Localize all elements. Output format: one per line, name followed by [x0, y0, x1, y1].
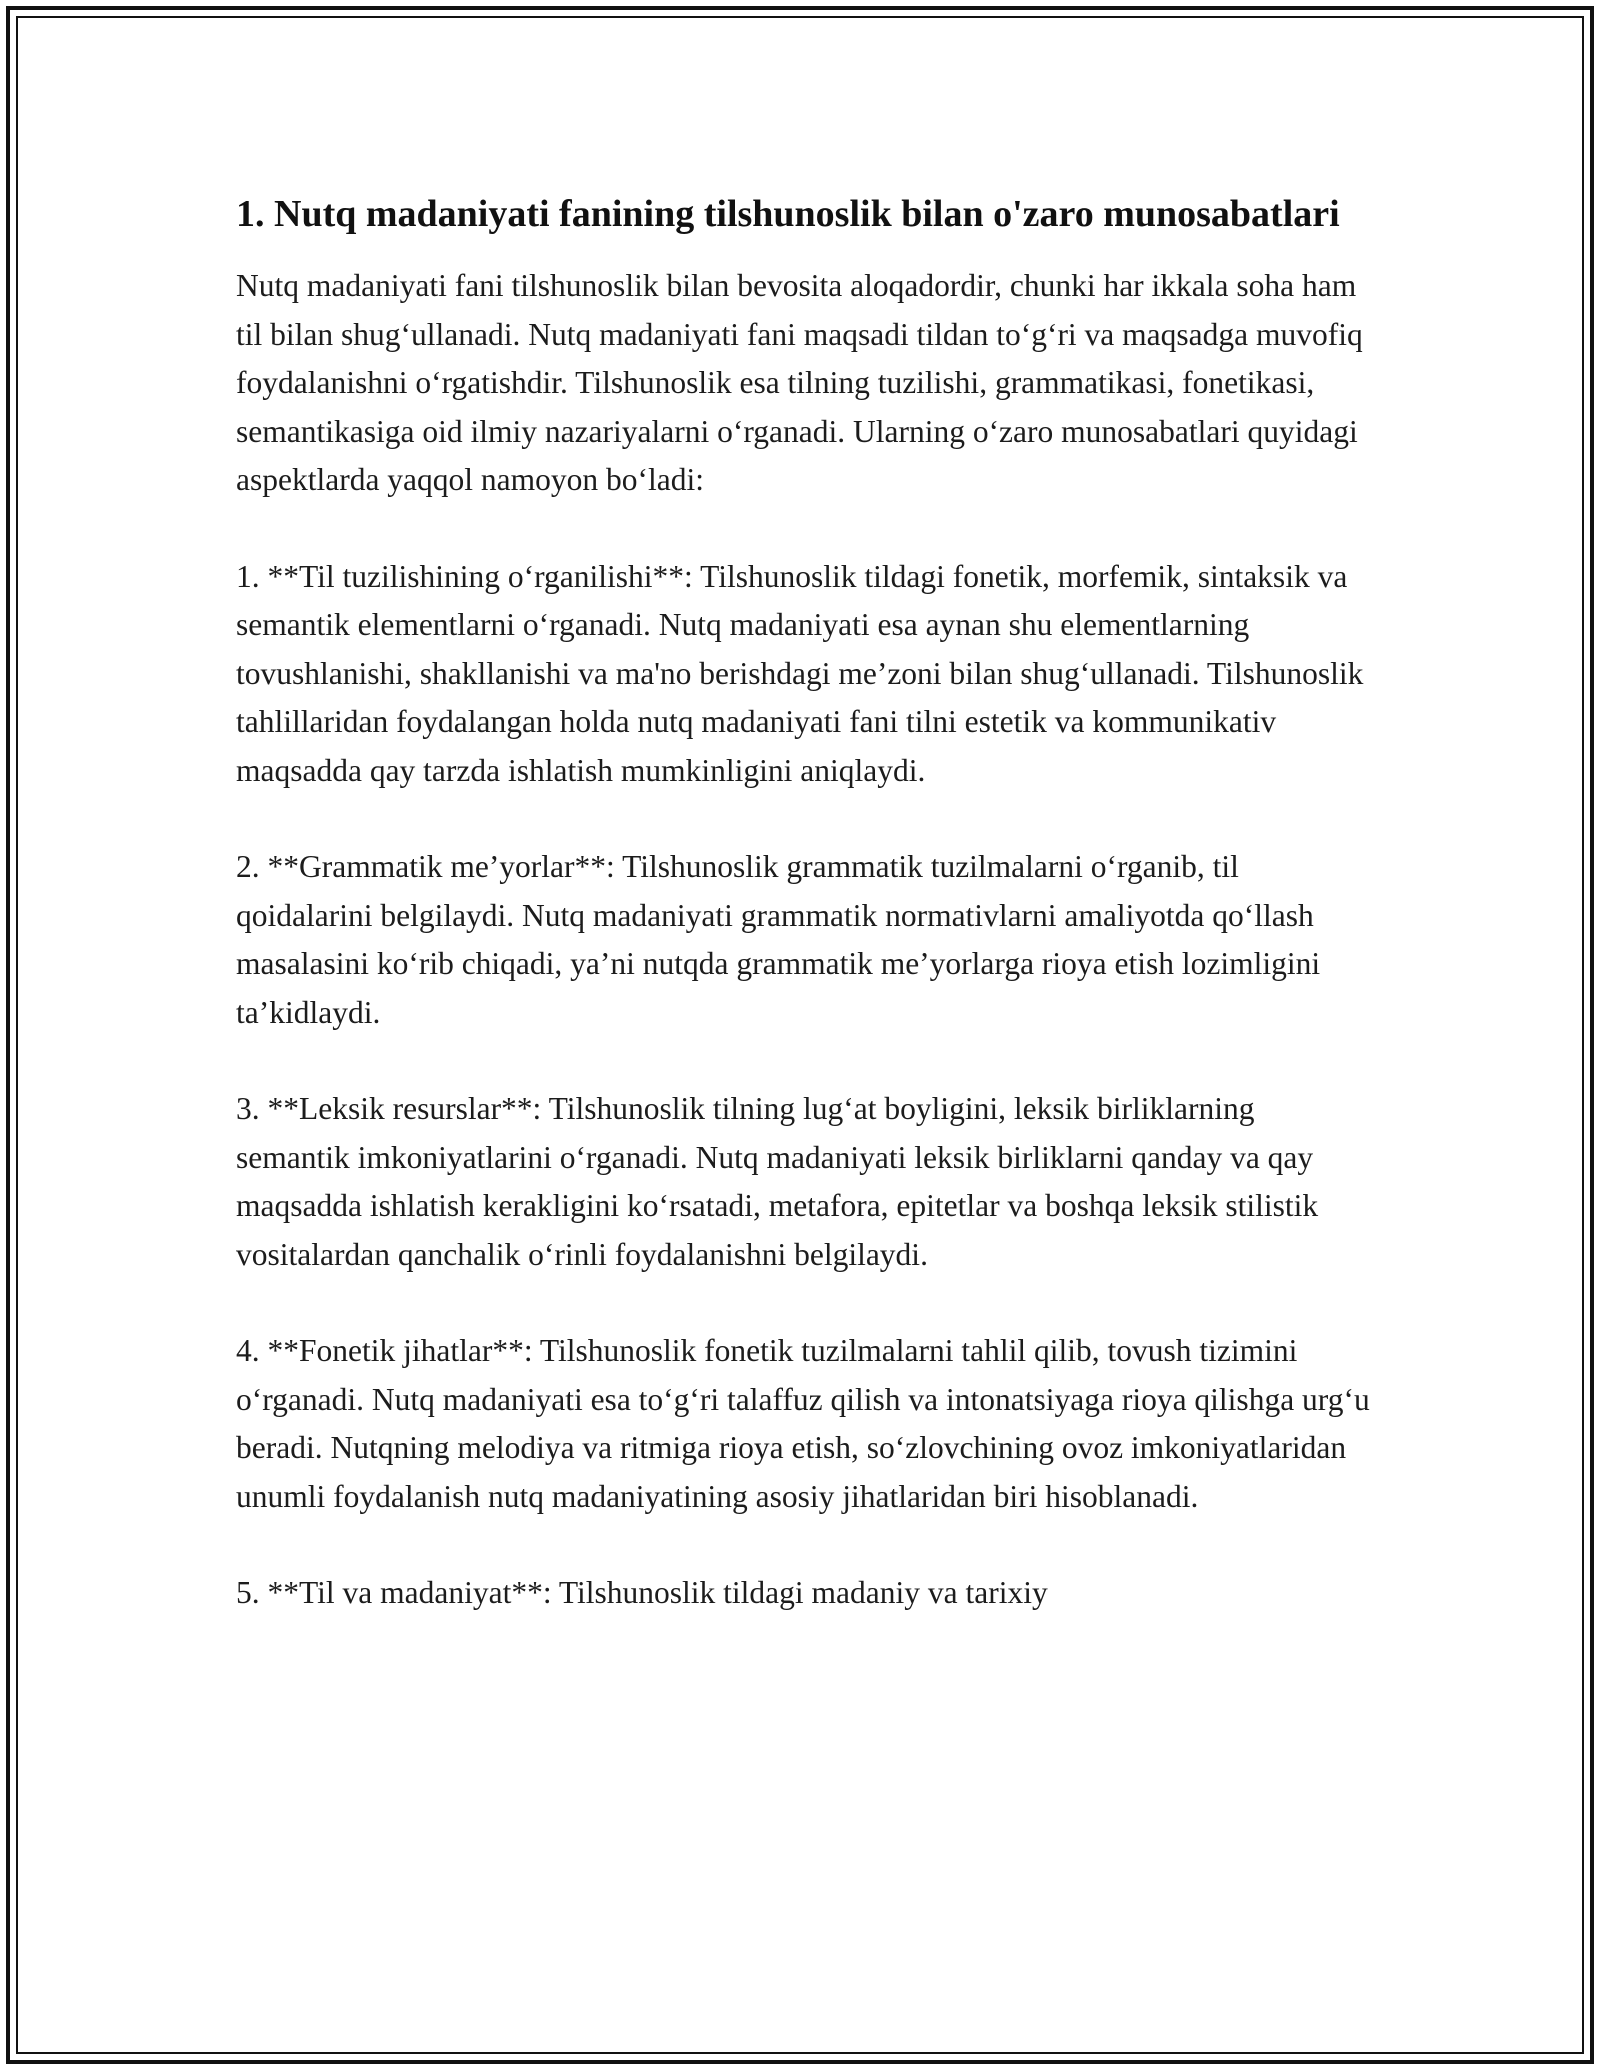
- document-title: 1. Nutq madaniyati fanining tilshunoslik bilan o'zaro munosabatlari: [236, 193, 1340, 235]
- list-item-4-paragraph: 4. **Fonetik jihatlar**: Tilshunoslik fonetik tuzilmalarni tahlil qilib, tovush tizimini o‘rganadi. Nutq madaniyati esa to‘g‘ri talaffuz qilish va intonatsiyaga rioya qilishga urg‘u beradi. Nutqning melodiya va ritmiga rioya etish, so‘zlovchining ovoz imkoniyatlaridan unumli foydalanish nutq madaniyatining asosiy jihatlaridan biri hisoblanadi.: [236, 1333, 1370, 1514]
- list-item-5-paragraph: 5. **Til va madaniyat**: Tilshunoslik tildagi madaniy va tarixiy: [236, 1575, 1048, 1610]
- list-item-2-paragraph: 2. **Grammatik me’yorlar**: Tilshunoslik grammatik tuzilmalarni o‘rganib, til qoidalarini belgilaydi. Nutq madaniyati grammatik normativlarni amaliyotda qo‘llash masalasini ko‘rib chiqadi, ya’ni nutqda grammatik me’yorlarga rioya etish lozimligini ta’kidlaydi.: [236, 849, 1321, 1030]
- list-item-3-paragraph: 3. **Leksik resurslar**: Tilshunoslik tilning lug‘at boyligini, leksik birliklarning semantik imkoniyatlarini o‘rganadi. Nutq madaniyati leksik birliklarni qanday va qay maqsadda ishlatish kerakligini ko‘rsatadi, metafora, epitetlar va boshqa leksik stilistik vositalardan qanchalik o‘rinli foydalanishni belgilaydi.: [236, 1091, 1319, 1272]
- document-body: [236, 186, 1376, 1666]
- list-item-1-paragraph: 1. **Til tuzilishining o‘rganilishi**: Tilshunoslik tildagi fonetik, morfemik, sintaksik va semantik elementlarni o‘rganadi. Nutq madaniyati esa aynan shu elementlarning tovushlanishi, shakllanishi va ma'no berishdagi me’zoni bilan shug‘ullanadi. Tilshunoslik tahlillaridan foydalangan holda nutq madaniyati fani tilni estetik va kommunikativ maqsadda qay tarzda ishlatish mumkinligini aniqlaydi.: [236, 558, 1364, 788]
- intro-paragraph: Nutq madaniyati fani tilshunoslik bilan bevosita aloqadordir, chunki har ikkala soha ham til bilan shug‘ullanadi. Nutq madaniyati fani maqsadi tildan to‘g‘ri va maqsadga muvofiq foydalanishni o‘rgatishdir. Tilshunoslik esa tilning tuzilishi, grammatikasi, fonetikasi, semantikasiga oid ilmiy nazariyalarni o‘rganadi. Ularning o‘zaro munosabatlari quyidagi aspektlarda yaqqol namoyon bo‘ladi:: [236, 268, 1363, 497]
